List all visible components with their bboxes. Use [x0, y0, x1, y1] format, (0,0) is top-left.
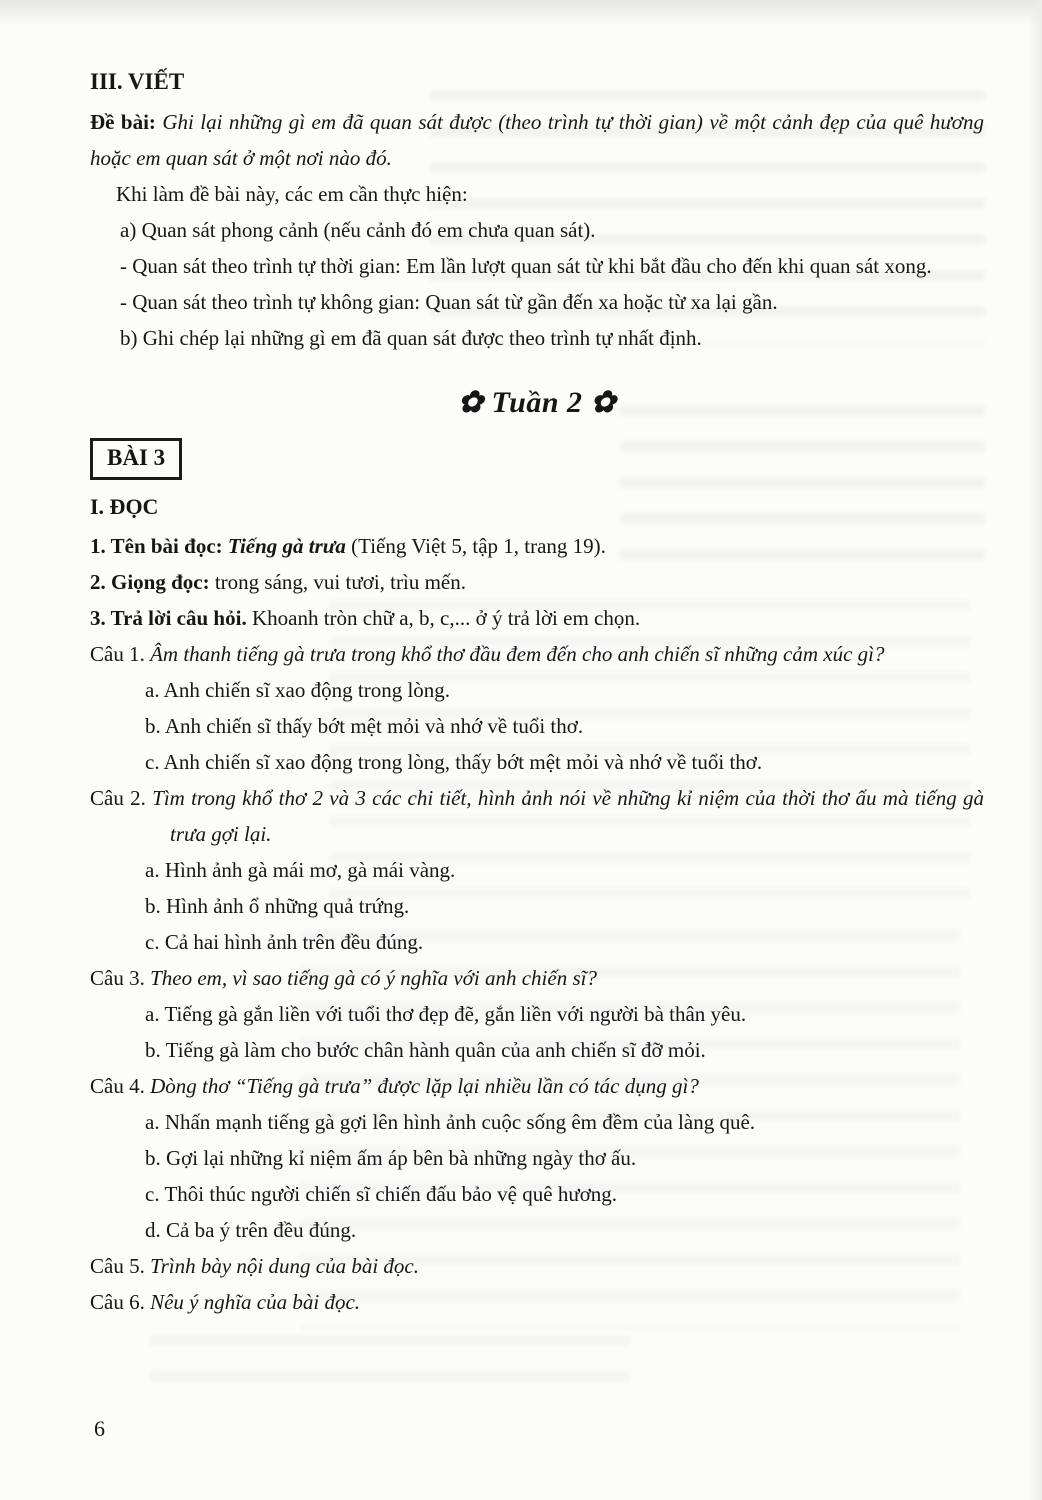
question-2-option-c: c. Cả hai hình ảnh trên đều đúng.: [145, 930, 424, 954]
doc-item-2-label: 2. Giọng đọc:: [90, 570, 210, 594]
question-6-label: Câu 6.: [90, 1290, 145, 1314]
question-1: [90, 636, 984, 780]
question-4-option-b: b. Gợi lại những kỉ niệm ấm áp bên bà những ngày thơ ấu.: [145, 1146, 637, 1170]
question-3-label: Câu 3.: [90, 966, 145, 990]
question-3: [90, 960, 984, 1068]
question-5: [90, 1248, 984, 1284]
lesson-badge-row: [90, 432, 984, 488]
question-1-option-b: b. Anh chiến sĩ thấy bớt mệt mỏi và nhớ về tuổi thơ.: [145, 714, 584, 738]
doc-item-1-rest: (Tiếng Việt 5, tập 1, trang 19).: [351, 534, 606, 558]
question-2-label: Câu 2.: [90, 786, 146, 810]
viet-point-b: b) Ghi chép lại những gì em đã quan sát được theo trình tự nhất định.: [120, 326, 702, 350]
viet-bullet-space: - Quan sát theo trình tự không gian: Quan sát từ gần đến xa hoặc từ xa lại gần.: [120, 290, 778, 314]
question-5-body: Trình bày nội dung của bài đọc.: [150, 1254, 419, 1278]
question-4-option-c: c. Thôi thúc người chiến sĩ chiến đấu bảo vệ quê hương.: [145, 1182, 618, 1206]
question-2-option-b: b. Hình ảnh ổ những quả trứng.: [145, 894, 410, 918]
week-title: ✿ Tuần 2 ✿: [457, 386, 617, 419]
question-4-label: Câu 4.: [90, 1074, 145, 1098]
question-5-text: [90, 1248, 984, 1284]
de-bai-text: Ghi lại những gì em đã quan sát được (theo trình tự thời gian) về một cảnh đẹp của quê hương hoặc em quan sát ở một nơi nào đó.: [90, 110, 985, 170]
bleed-through: [150, 1335, 630, 1395]
section-viet-heading: III. VIẾT: [90, 69, 185, 94]
question-3-option-a: a. Tiếng gà gắn liền với tuổi thơ đẹp đẽ, gắn liền với người bà thân yêu.: [145, 1002, 747, 1026]
question-1-option-c: c. Anh chiến sĩ xao động trong lòng, thấy bớt mệt mỏi và nhớ về tuổi thơ.: [145, 750, 763, 774]
question-3-body: Theo em, vì sao tiếng gà có ý nghĩa với anh chiến sĩ?: [150, 966, 597, 990]
question-6-text: [90, 1284, 984, 1320]
question-2-option-a: a. Hình ảnh gà mái mơ, gà mái vàng.: [145, 858, 456, 882]
viet-point-a: a) Quan sát phong cảnh (nếu cảnh đó em chưa quan sát).: [120, 218, 596, 242]
doc-item-3-rest: Khoanh tròn chữ a, b, c,... ở ý trả lời em chọn.: [251, 606, 641, 630]
question-1-label: Câu 1.: [90, 642, 145, 666]
question-4-body: Dòng thơ “Tiếng gà trưa” được lặp lại nhiều lần có tác dụng gì?: [150, 1074, 699, 1098]
question-4-option-a: a. Nhấn mạnh tiếng gà gợi lên hình ảnh cuộc sống êm đềm của làng quê.: [145, 1110, 756, 1134]
viet-intro: Khi làm đề bài này, các em cần thực hiện:: [116, 182, 468, 206]
question-4: [90, 1068, 984, 1248]
doc-item-1: [90, 528, 984, 564]
question-1-option-a: a. Anh chiến sĩ xao động trong lòng.: [145, 678, 451, 702]
viet-bullet-time: - Quan sát theo trình tự thời gian: Em lần lượt quan sát từ khi bắt đầu cho đến khi quan sát xong.: [120, 254, 932, 278]
question-6-body: Nêu ý nghĩa của bài đọc.: [150, 1290, 361, 1314]
question-2: [90, 780, 984, 960]
page-number: 6: [94, 1416, 105, 1441]
doc-item-2: [90, 564, 984, 600]
section-doc-heading: I. ĐỌC: [90, 494, 159, 519]
question-1-body: Âm thanh tiếng gà trưa trong khổ thơ đầu đem đến cho anh chiến sĩ những cảm xúc gì?: [150, 642, 885, 666]
doc-item-3-label: 3. Trả lời câu hỏi.: [90, 606, 247, 630]
de-bai: [90, 104, 984, 176]
question-2-text: [90, 780, 984, 852]
doc-item-1-label: 1. Tên bài đọc:: [90, 534, 223, 558]
lesson-badge: BÀI 3: [90, 438, 182, 480]
question-4-text: [90, 1068, 984, 1104]
de-bai-label: Đề bài:: [90, 110, 156, 134]
question-1-text: [90, 636, 984, 672]
doc-item-1-title: Tiếng gà trưa: [227, 534, 346, 558]
question-5-label: Câu 5.: [90, 1254, 145, 1278]
question-3-text: [90, 960, 984, 996]
question-6: [90, 1284, 984, 1320]
question-3-option-b: b. Tiếng gà làm cho bước chân hành quân của anh chiến sĩ đỡ mỏi.: [145, 1038, 706, 1062]
question-4-option-d: d. Cả ba ý trên đều đúng.: [145, 1218, 357, 1242]
doc-item-2-rest: trong sáng, vui tươi, trìu mến.: [214, 570, 466, 594]
doc-item-3: [90, 600, 984, 636]
question-2-body: Tìm trong khổ thơ 2 và 3 các chi tiết, hình ảnh nói về những kỉ niệm của thời thơ ấu mà tiếng gà trưa gợi lại.: [152, 786, 985, 846]
